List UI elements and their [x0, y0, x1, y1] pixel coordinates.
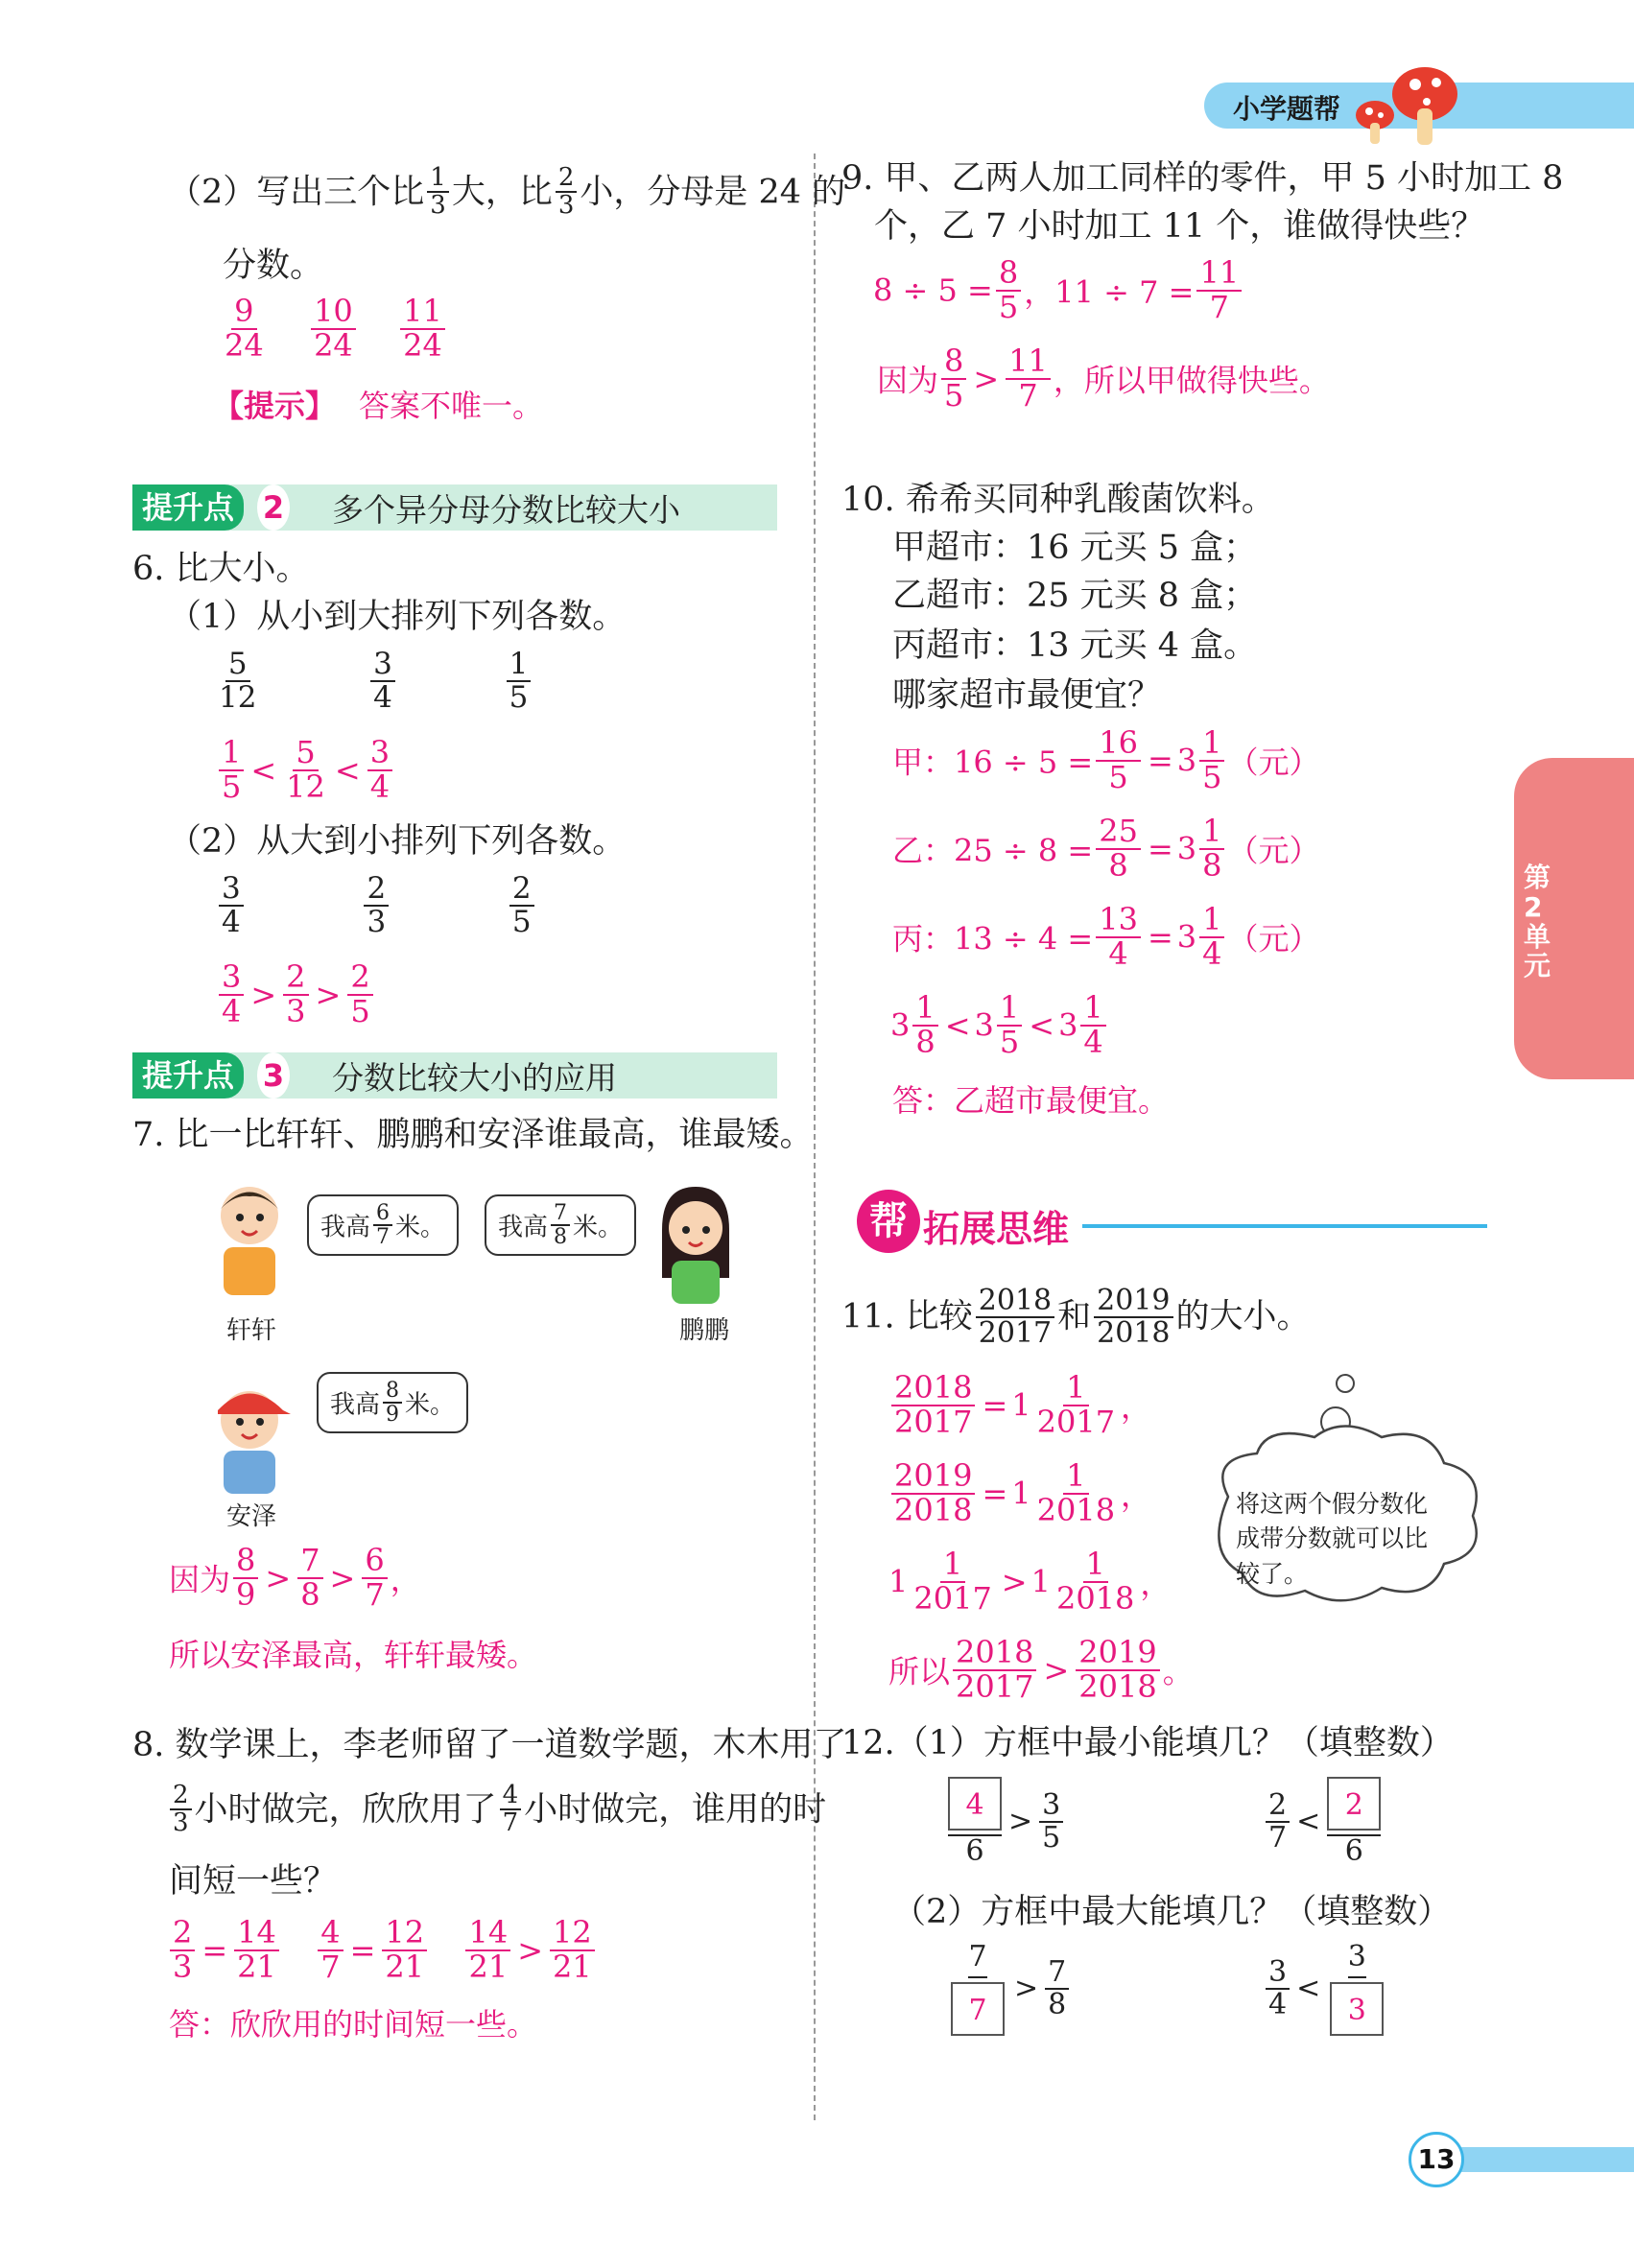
thought-text: 将这两个假分数化 成带分数就可以比 较了。 — [1236, 1490, 1429, 1588]
q9-answer: 因为 $\frac{8}{5}$ > $\frac{11}{7}$ ，所以甲做得快些。 — [877, 343, 1330, 413]
q12-part2-a: $\frac{7}{7}$ > $\frac{7}{8}$ — [945, 1942, 1072, 2036]
q6-part1: （1）从小到大排列下列各数。 — [168, 598, 627, 636]
q11-question: 11. 比较 $\frac{2018}{2017}$ 和 $\frac{2019}{2018}$ 的大小。 — [841, 1284, 1311, 1350]
q8-line1: 8. 数学课上，李老师留了一道数学题，木木用了 — [132, 1726, 847, 1764]
q8-line3: 间短一些？ — [169, 1862, 338, 1901]
boy-xuanxuan-illustration — [206, 1175, 293, 1300]
q9-line2: 个，乙 7 小时加工 11 个，谁做得快些？ — [874, 207, 1485, 246]
name-pengpeng: 鹏鹏 — [679, 1316, 730, 1345]
q7-answer-line2: 所以安泽最高，轩轩最矮。 — [169, 1637, 538, 1673]
q6-part2: （2）从大到小排列下列各数。 — [168, 822, 627, 861]
q6-part2-answer: $\frac{3}{4}$ > $\frac{2}{3}$ > $\frac{2}{5}$ — [216, 961, 376, 1028]
bubble-xuanxuan: 我高 $\frac{6}{7}$ 米。 — [307, 1194, 459, 1256]
q8-answer: 答：欣欣用的时间短一些。 — [169, 2006, 538, 2043]
q7-title: 7. 比一比轩轩、鹏鹏和安泽谁最高，谁最矮。 — [132, 1116, 814, 1154]
q12-part1: 12.（1）方框中最小能填几？（填整数） — [841, 1724, 1454, 1762]
header-brand: 小学题帮 — [1233, 93, 1341, 125]
q10-answer-jia: 甲：16 ÷ 5 = $\frac{16}{5}$ = 3 $\frac{1}{5}$ （元） — [892, 724, 1320, 795]
q7-answer-line1: 因为 $\frac{8}{9}$ > $\frac{7}{8}$ > $\frac{6}{7}$ ， — [169, 1542, 421, 1613]
footer-bar — [1434, 2147, 1634, 2172]
q10-line2: 甲超市：16 元买 5 盒； — [892, 529, 1258, 567]
q12-part2-b: $\frac{3}{4}$ < $\frac{3}{3}$ — [1263, 1942, 1389, 2036]
section-title-3: 分数比较大小的应用 — [332, 1059, 617, 1097]
q10-answer-bing: 丙：13 ÷ 4 = $\frac{13}{4}$ = 3 $\frac{1}{4}$ （元） — [892, 901, 1320, 972]
q8-calculation: $\frac{2}{3}$ = $\frac{14}{21}$ $\frac{4}{7}$ = $\frac{12}{21}$ $\frac{14}{21}$ > $\frac{12}{21}$ — [167, 1917, 598, 1983]
q12-part1-a: $\frac{4}{6}$ > $\frac{3}{5}$ — [945, 1777, 1066, 1867]
q10-line4: 丙超市：13 元买 4 盒。 — [892, 626, 1258, 665]
q11-answer-3: 1 $\frac{1}{2017}$ > 1 $\frac{1}{2018}$ ， — [888, 1546, 1172, 1617]
boy-anze-illustration — [206, 1372, 302, 1497]
bubble-pengpeng: 我高 $\frac{7}{8}$ 米。 — [485, 1194, 636, 1256]
bubble-anze: 我高 $\frac{8}{9}$ 米。 — [317, 1372, 468, 1433]
q6-part2-items: $\frac{3}{4}$ $\frac{2}{3}$ $\frac{2}{5}$ — [216, 873, 537, 937]
q5-2-hint: 【提示】 答案不唯一。 — [213, 388, 544, 424]
q8-line2: $\frac{2}{3}$ 小时做完，欣欣用了 $\frac{4}{7}$ 小时做完，谁用的时 — [167, 1783, 826, 1837]
expand-icon: 帮 — [857, 1190, 920, 1253]
girl-pengpeng-illustration — [652, 1182, 739, 1307]
mushroom-icon — [1348, 56, 1463, 147]
q11-answer-1: $\frac{2018}{2017}$ = 1 $\frac{1}{2017}$ ， — [888, 1372, 1151, 1438]
q6-part1-items: $\frac{5}{12}$ $\frac{3}{4}$ $\frac{1}{5}$ — [213, 649, 533, 713]
name-anze: 安泽 — [226, 1502, 277, 1531]
q6-part1-answer: $\frac{1}{5}$ < $\frac{5}{12}$ < $\frac{3}{4}$ — [216, 737, 395, 803]
q5-2-line2: 分数。 — [223, 247, 324, 285]
q10-answer: 答：乙超市最便宜。 — [892, 1082, 1170, 1119]
section-tag-2: 提升点 — [132, 484, 244, 531]
q6-title: 6. 比大小。 — [132, 550, 310, 588]
side-tab-label: 第2单元 — [1524, 862, 1551, 982]
q9-calc: 8 ÷ 5 = $\frac{8}{5}$ ，11 ÷ 7 = $\frac{11}{7}$ — [873, 257, 1244, 323]
section-num-3: 3 — [257, 1052, 290, 1099]
q12-part2: （2）方框中最大能填几？（填整数） — [892, 1893, 1452, 1931]
q10-line3: 乙超市：25 元买 8 盒； — [892, 577, 1258, 615]
q5-2-answers: $\frac{9}{24}$ $\frac{10}{24}$ $\frac{11}{24}$ — [219, 295, 448, 362]
q5-2-question: （2）写出三个比 $\frac{1}{3}$ 大，比 $\frac{2}{3}$ 小，分母是 24 的 — [168, 163, 846, 221]
expand-rule — [1082, 1224, 1487, 1228]
expand-title: 拓展思维 — [923, 1208, 1070, 1250]
page-number: 13 — [1409, 2132, 1464, 2187]
q9-line1: 9. 甲、乙两人加工同样的零件，甲 5 小时加工 8 — [841, 159, 1564, 198]
name-xuanxuan: 轩轩 — [226, 1316, 277, 1345]
q10-line1: 10. 希希买同种乳酸菌饮料。 — [841, 481, 1275, 519]
q10-compare: 3 $\frac{1}{8}$ < 3 $\frac{1}{5}$ < 3 $\frac{1}{4}$ — [890, 992, 1109, 1058]
section-title-2: 多个异分母分数比较大小 — [332, 491, 680, 529]
q12-part1-b: $\frac{2}{7}$ < $\frac{2}{6}$ — [1263, 1777, 1384, 1867]
q11-answer-4: 所以 $\frac{2018}{2017}$ > $\frac{2019}{2018}$ 。 — [888, 1634, 1194, 1705]
q11-answer-2: $\frac{2019}{2018}$ = 1 $\frac{1}{2018}$ ， — [888, 1460, 1151, 1526]
section-tag-3: 提升点 — [132, 1052, 244, 1099]
q10-answer-yi: 乙：25 ÷ 8 = $\frac{25}{8}$ = 3 $\frac{1}{8}$ （元） — [892, 813, 1320, 884]
section-num-2: 2 — [257, 484, 290, 531]
q10-line5: 哪家超市最便宜？ — [892, 676, 1162, 715]
